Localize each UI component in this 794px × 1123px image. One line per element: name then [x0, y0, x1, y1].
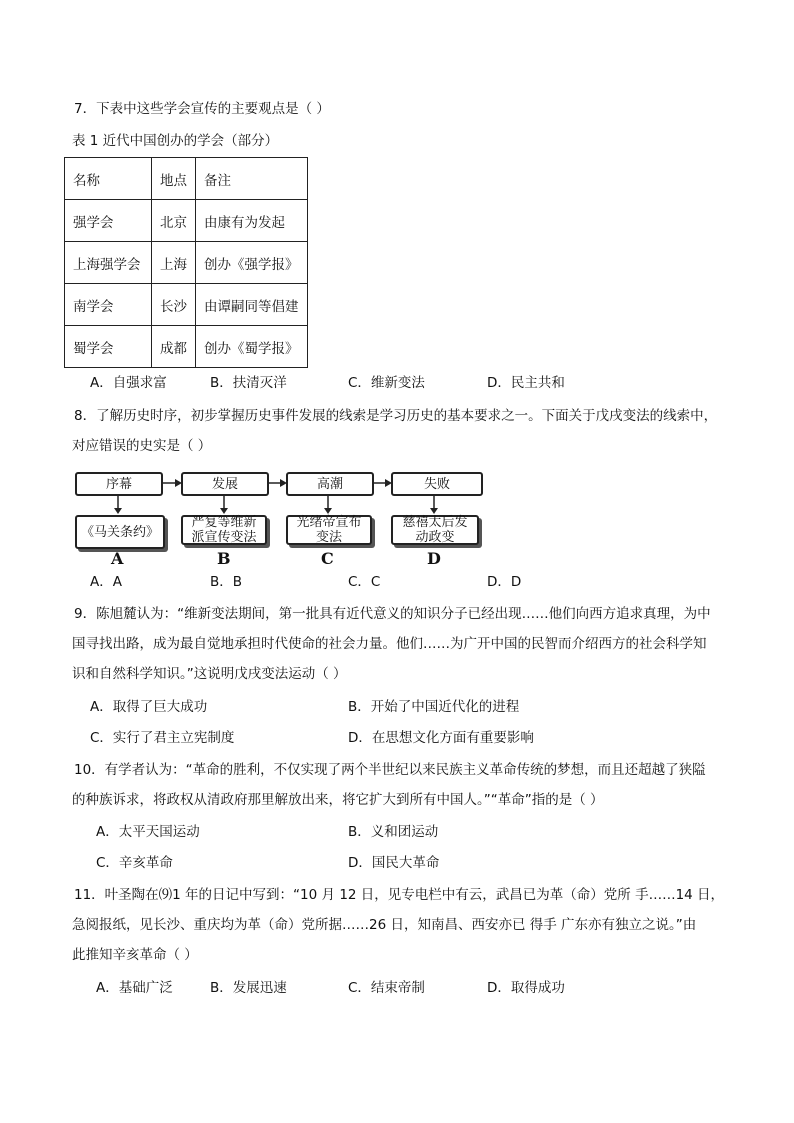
- figure-letter-b: B: [217, 549, 231, 568]
- table-header: 名称: [65, 158, 152, 200]
- table-header-row: [65, 158, 308, 200]
- q11-line2: 急阅报纸，见长沙、重庆均为革（命）党所据……26 日，知南昌、西安亦已 得手 广东亦有独立之说。”由: [72, 917, 697, 933]
- q11-line3: 此推知辛亥革命（ ）: [72, 947, 198, 963]
- q8-stem-line1: 8．了解历史时序，初步掌握历史事件发展的线索是学习历史的基本要求之一。下面关于戊戌变法的线索中，: [74, 408, 718, 424]
- stage-box-failure: 失败: [391, 472, 483, 496]
- q10-option-c[interactable]: C．辛亥革命: [96, 855, 173, 871]
- table-row: [65, 242, 308, 284]
- stage-box-prelude: 序幕: [75, 472, 163, 496]
- table-cell: 长沙: [152, 284, 196, 326]
- stage-box-climax: 高潮: [286, 472, 374, 496]
- event-box-d: 慈禧太后发动政变: [391, 515, 479, 545]
- q9-option-a[interactable]: A．取得了巨大成功: [90, 699, 208, 715]
- table-cell: 上海强学会: [65, 242, 152, 284]
- q11-option-a[interactable]: A．基础广泛: [96, 980, 173, 996]
- q11-option-b[interactable]: B．发展迅速: [210, 980, 287, 996]
- figure-letter-d: D: [427, 549, 441, 568]
- table-cell: 创办《强学报》: [196, 242, 308, 284]
- q10-option-b[interactable]: B．义和团运动: [348, 824, 439, 840]
- q7-option-b[interactable]: B．扶清灭洋: [210, 375, 287, 391]
- q10-line1: 10．有学者认为：“革命的胜利，不仅实现了两个半世纪以来民族主义革命传统的梦想，而且还超越了狭隘: [74, 762, 706, 778]
- stage-box-development: 发展: [181, 472, 269, 496]
- q9-option-d[interactable]: D．在思想文化方面有重要影响: [348, 730, 534, 746]
- table-cell: 南学会: [65, 284, 152, 326]
- q9-option-c[interactable]: C．实行了君主立宪制度: [90, 730, 235, 746]
- q8-option-a[interactable]: A．A: [90, 574, 122, 590]
- q8-option-b[interactable]: B．B: [210, 574, 243, 590]
- table-row: [65, 284, 308, 326]
- reform-timeline-figure: [72, 470, 492, 570]
- society-table: [64, 157, 308, 368]
- q7-stem: 7．下表中这些学会宣传的主要观点是（ ）: [74, 101, 330, 117]
- table-cell: 创办《蜀学报》: [196, 326, 308, 368]
- event-box-c: 光绪帝宣布变法: [286, 515, 372, 545]
- q9-line2: 国寻找出路，成为最自觉地承担时代使命的社会力量。他们……为广开中国的民智而介绍西方的社会科学知: [72, 636, 707, 652]
- table-caption: 表 1 近代中国创办的学会（部分）: [72, 133, 279, 149]
- q8-option-d[interactable]: D．D: [487, 574, 522, 590]
- table-cell: 蜀学会: [65, 326, 152, 368]
- q9-option-b[interactable]: B．开始了中国近代化的进程: [348, 699, 520, 715]
- figure-letter-a: A: [111, 549, 124, 568]
- q10-option-d[interactable]: D．国民大革命: [348, 855, 440, 871]
- table-row: [65, 326, 308, 368]
- q10-option-a[interactable]: A．太平天国运动: [96, 824, 200, 840]
- q9-line1: 9．陈旭麓认为：“维新变法期间，第一批具有近代意义的知识分子已经出现……他们向西方追求真理，为中: [74, 606, 711, 622]
- table-cell: 由谭嗣同等倡建: [196, 284, 308, 326]
- table-header: 地点: [152, 158, 196, 200]
- figure-letter-c: C: [321, 549, 334, 568]
- q11-option-d[interactable]: D．取得成功: [487, 980, 565, 996]
- table-cell: 强学会: [65, 200, 152, 242]
- q11-option-c[interactable]: C．结束帝制: [348, 980, 425, 996]
- q7-option-c[interactable]: C．维新变法: [348, 375, 425, 391]
- event-box-b: 严复等维新派宣传变法: [181, 515, 267, 545]
- q10-line2: 的种族诉求，将政权从清政府那里解放出来，将它扩大到所有中国人。”“革命”指的是（ ）: [72, 792, 604, 808]
- q7-option-a[interactable]: A．自强求富: [90, 375, 167, 391]
- q9-line3: 识和自然科学知识。”这说明戊戌变法运动（ ）: [72, 666, 347, 682]
- q7-option-d[interactable]: D．民主共和: [487, 375, 565, 391]
- table-row: [65, 200, 308, 242]
- q8-option-c[interactable]: C．C: [348, 574, 381, 590]
- q8-stem-line2: 对应错误的史实是（ ）: [72, 438, 212, 454]
- q11-line1: 11．叶圣陶在⑼1 年的日记中写到：“10 月 12 日，见专电栏中有云，武昌已为革（命）党所 手……14 日，: [74, 887, 725, 903]
- table-cell: 上海: [152, 242, 196, 284]
- table-cell: 北京: [152, 200, 196, 242]
- table-cell: 成都: [152, 326, 196, 368]
- event-box-a: 《马关条约》: [75, 515, 165, 549]
- table-header: 备注: [196, 158, 308, 200]
- table-cell: 由康有为发起: [196, 200, 308, 242]
